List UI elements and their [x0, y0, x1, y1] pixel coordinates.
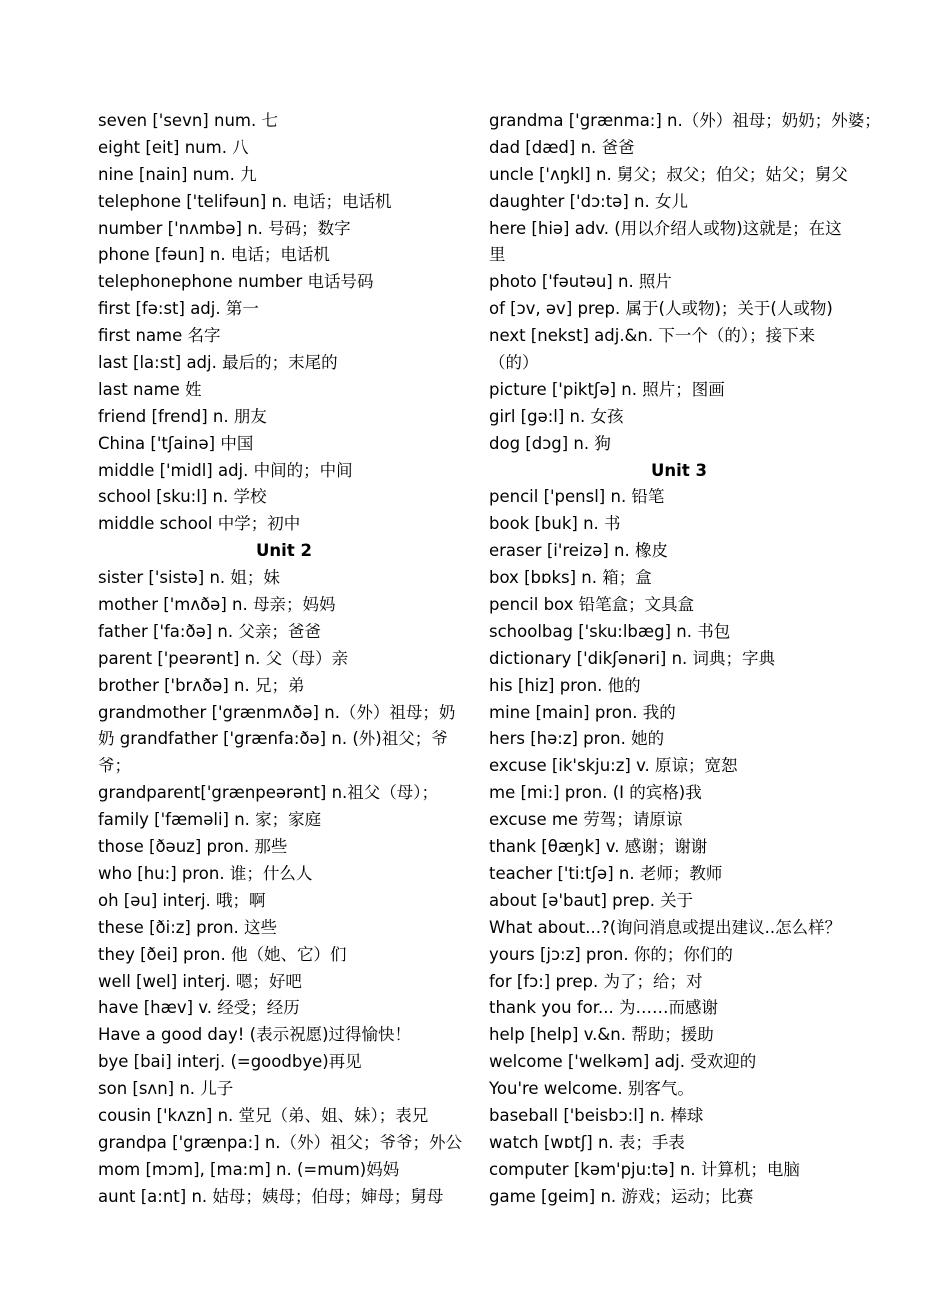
vocab-line: seven ['sevn] num. 七	[98, 111, 278, 130]
vocab-line: mom [mɔm], [ma:m] n. (=mum)妈妈	[98, 1159, 400, 1179]
vocab-line: welcome ['welkəm] adj. 受欢迎的	[489, 1052, 757, 1072]
vocab-line: 奶 grandfather ['grænfa:ðə] n. (外)祖父；爷	[98, 729, 448, 749]
vocab-line: cousin ['kʌzn] n. 堂兄（弟、姐、妹）；表兄	[98, 1105, 429, 1125]
vocab-line: brother ['brʌðə] n. 兄；弟	[98, 675, 305, 695]
vocab-line: grandparent['grænpeərənt] n.祖父（母）；	[98, 783, 439, 803]
vocab-line: last name 姓	[98, 379, 202, 399]
vocab-line: middle ['midl] adj. 中间的；中间	[98, 460, 353, 480]
vocab-line: Have a good day! (表示祝愿)过得愉快！	[98, 1025, 412, 1045]
vocab-line: You're welcome. 别客气。	[489, 1079, 694, 1099]
vocab-line: father ['fa:ðə] n. 父亲；爸爸	[98, 621, 321, 641]
vocab-line: baseball ['beisbɔ:l] n. 棒球	[489, 1105, 704, 1125]
vocab-line: number ['nʌmbə] n. 号码；数字	[98, 218, 351, 238]
vocab-line: school [sku:l] n. 学校	[98, 487, 267, 507]
vocab-line: me [mi:] pron. (I 的宾格)我	[489, 783, 702, 803]
vocab-line: of [ɔv, əv] prep. 属于(人或物)；关于(人或物)	[489, 299, 833, 319]
vocab-line: help [help] v.&n. 帮助；援助	[489, 1025, 714, 1045]
vocab-line: grandmother ['grænmʌðə] n.（外）祖母；奶	[98, 702, 456, 722]
vocab-line: parent ['peərənt] n. 父（母）亲	[98, 648, 349, 668]
vocab-line: those [ðəuz] pron. 那些	[98, 837, 288, 857]
vocab-line: first [fə:st] adj. 第一	[98, 299, 259, 319]
vocab-line: girl [gə:l] n. 女孩	[489, 406, 624, 426]
right-column	[489, 108, 881, 1211]
vocab-line: watch [wɒtʃ] n. 表；手表	[489, 1132, 685, 1152]
vocab-line: these [ði:z] pron. 这些	[98, 917, 278, 937]
vocab-line: aunt [a:nt] n. 姑母；姨母；伯母；婶母；舅母	[98, 1186, 444, 1206]
vocab-line: 爷；	[98, 756, 131, 776]
vocab-line: （的）	[489, 353, 539, 373]
vocab-line: excuse [ik'skju:z] v. 原谅；宽恕	[489, 756, 738, 776]
vocab-line: middle school 中学；初中	[98, 514, 301, 534]
unit-heading: Unit 2	[256, 541, 312, 561]
vocab-line: grandpa ['grænpa:] n.（外）祖父；爷爷；外公	[98, 1132, 463, 1152]
vocab-line: photo ['fəutəu] n. 照片	[489, 272, 672, 292]
vocab-line: grandma ['grænma:] n.（外）祖母；奶奶；外婆；	[489, 111, 881, 130]
vocab-line: pencil box 铅笔盒；文具盒	[489, 595, 695, 615]
vocab-line: dad [dæd] n. 爸爸	[489, 137, 635, 157]
vocab-line: his [hiz] pron. 他的	[489, 675, 641, 695]
vocab-line: telephone ['telifəun] n. 电话；电话机	[98, 191, 392, 211]
vocab-line: oh [əu] interj. 哦；啊	[98, 890, 266, 910]
vocab-line: mother ['mʌðə] n. 母亲；妈妈	[98, 595, 336, 615]
vocab-line: phone [fəun] n. 电话；电话机	[98, 245, 330, 265]
vocab-line: about [ə'baut] prep. 关于	[489, 890, 694, 910]
vocab-line: uncle ['ʌŋkl] n. 舅父；叔父；伯父；姑父；舅父	[489, 164, 848, 184]
vocab-line: well [wel] interj. 嗯；好吧	[98, 971, 302, 991]
vocab-line: thank [θæŋk] v. 感谢；谢谢	[489, 837, 708, 857]
vocab-line: pencil ['pensl] n. 铅笔	[489, 487, 665, 507]
vocab-line: schoolbag ['sku:lbæg] n. 书包	[489, 621, 731, 641]
vocab-line: last [la:st] adj. 最后的；末尾的	[98, 353, 338, 373]
vocab-line: bye [bai] interj. (=goodbye)再见	[98, 1052, 362, 1072]
vocab-line: family ['fæməli] n. 家；家庭	[98, 810, 322, 830]
vocab-line: picture ['piktʃə] n. 照片；图画	[489, 379, 725, 399]
vocab-line: What about...?(询问消息或提出建议..怎么样？	[489, 917, 842, 937]
vocab-line: mine [main] pron. 我的	[489, 702, 676, 722]
vocab-line: yours [jɔ:z] pron. 你的；你们的	[489, 944, 733, 964]
vocab-line: book [buk] n. 书	[489, 514, 621, 534]
vocab-line: they [ðei] pron. 他（她、它）们	[98, 944, 347, 964]
vocab-line: eraser [i'reizə] n. 橡皮	[489, 541, 668, 561]
vocab-line: eight [eit] num. 八	[98, 137, 249, 157]
vocab-line: have [hæv] v. 经受；经历	[98, 998, 300, 1018]
vocab-line: China ['tʃainə] 中国	[98, 433, 254, 453]
vocab-line: for [fɔ:] prep. 为了；给；对	[489, 971, 703, 991]
vocab-line: first name 名字	[98, 326, 221, 346]
vocab-line: excuse me 劳驾；请原谅	[489, 810, 683, 830]
vocab-line: box [bɒks] n. 箱；盒	[489, 568, 652, 588]
vocab-line: telephonephone number 电话号码	[98, 272, 374, 292]
vocab-line: thank you for... 为……而感谢	[489, 998, 719, 1018]
left-column	[98, 108, 470, 1211]
vocab-line: who [hu:] pron. 谁；什么人	[98, 863, 313, 883]
unit-heading: Unit 3	[651, 460, 707, 480]
vocab-line: teacher ['ti:tʃə] n. 老师；教师	[489, 863, 723, 883]
vocab-line: friend [frend] n. 朋友	[98, 406, 267, 426]
vocab-line: nine [nain] num. 九	[98, 164, 257, 184]
vocab-line: dog [dɔg] n. 狗	[489, 433, 611, 453]
vocab-line: son [sʌn] n. 儿子	[98, 1079, 234, 1099]
vocab-line: next [nekst] adj.&n. 下一个（的）；接下来	[489, 326, 816, 346]
vocab-line: daughter ['dɔ:tə] n. 女儿	[489, 191, 688, 211]
vocab-line: 里	[489, 245, 506, 265]
vocab-line: here [hiə] adv. (用以介绍人或物)这就是；在这	[489, 218, 842, 238]
vocab-line: sister ['sistə] n. 姐；妹	[98, 568, 280, 588]
vocab-line: dictionary ['dikʃənəri] n. 词典；字典	[489, 648, 776, 668]
vocab-line: game [geim] n. 游戏；运动；比赛	[489, 1186, 754, 1206]
vocab-line: hers [hə:z] pron. 她的	[489, 729, 665, 749]
vocab-line: computer [kəm'pju:tə] n. 计算机；电脑	[489, 1159, 800, 1179]
